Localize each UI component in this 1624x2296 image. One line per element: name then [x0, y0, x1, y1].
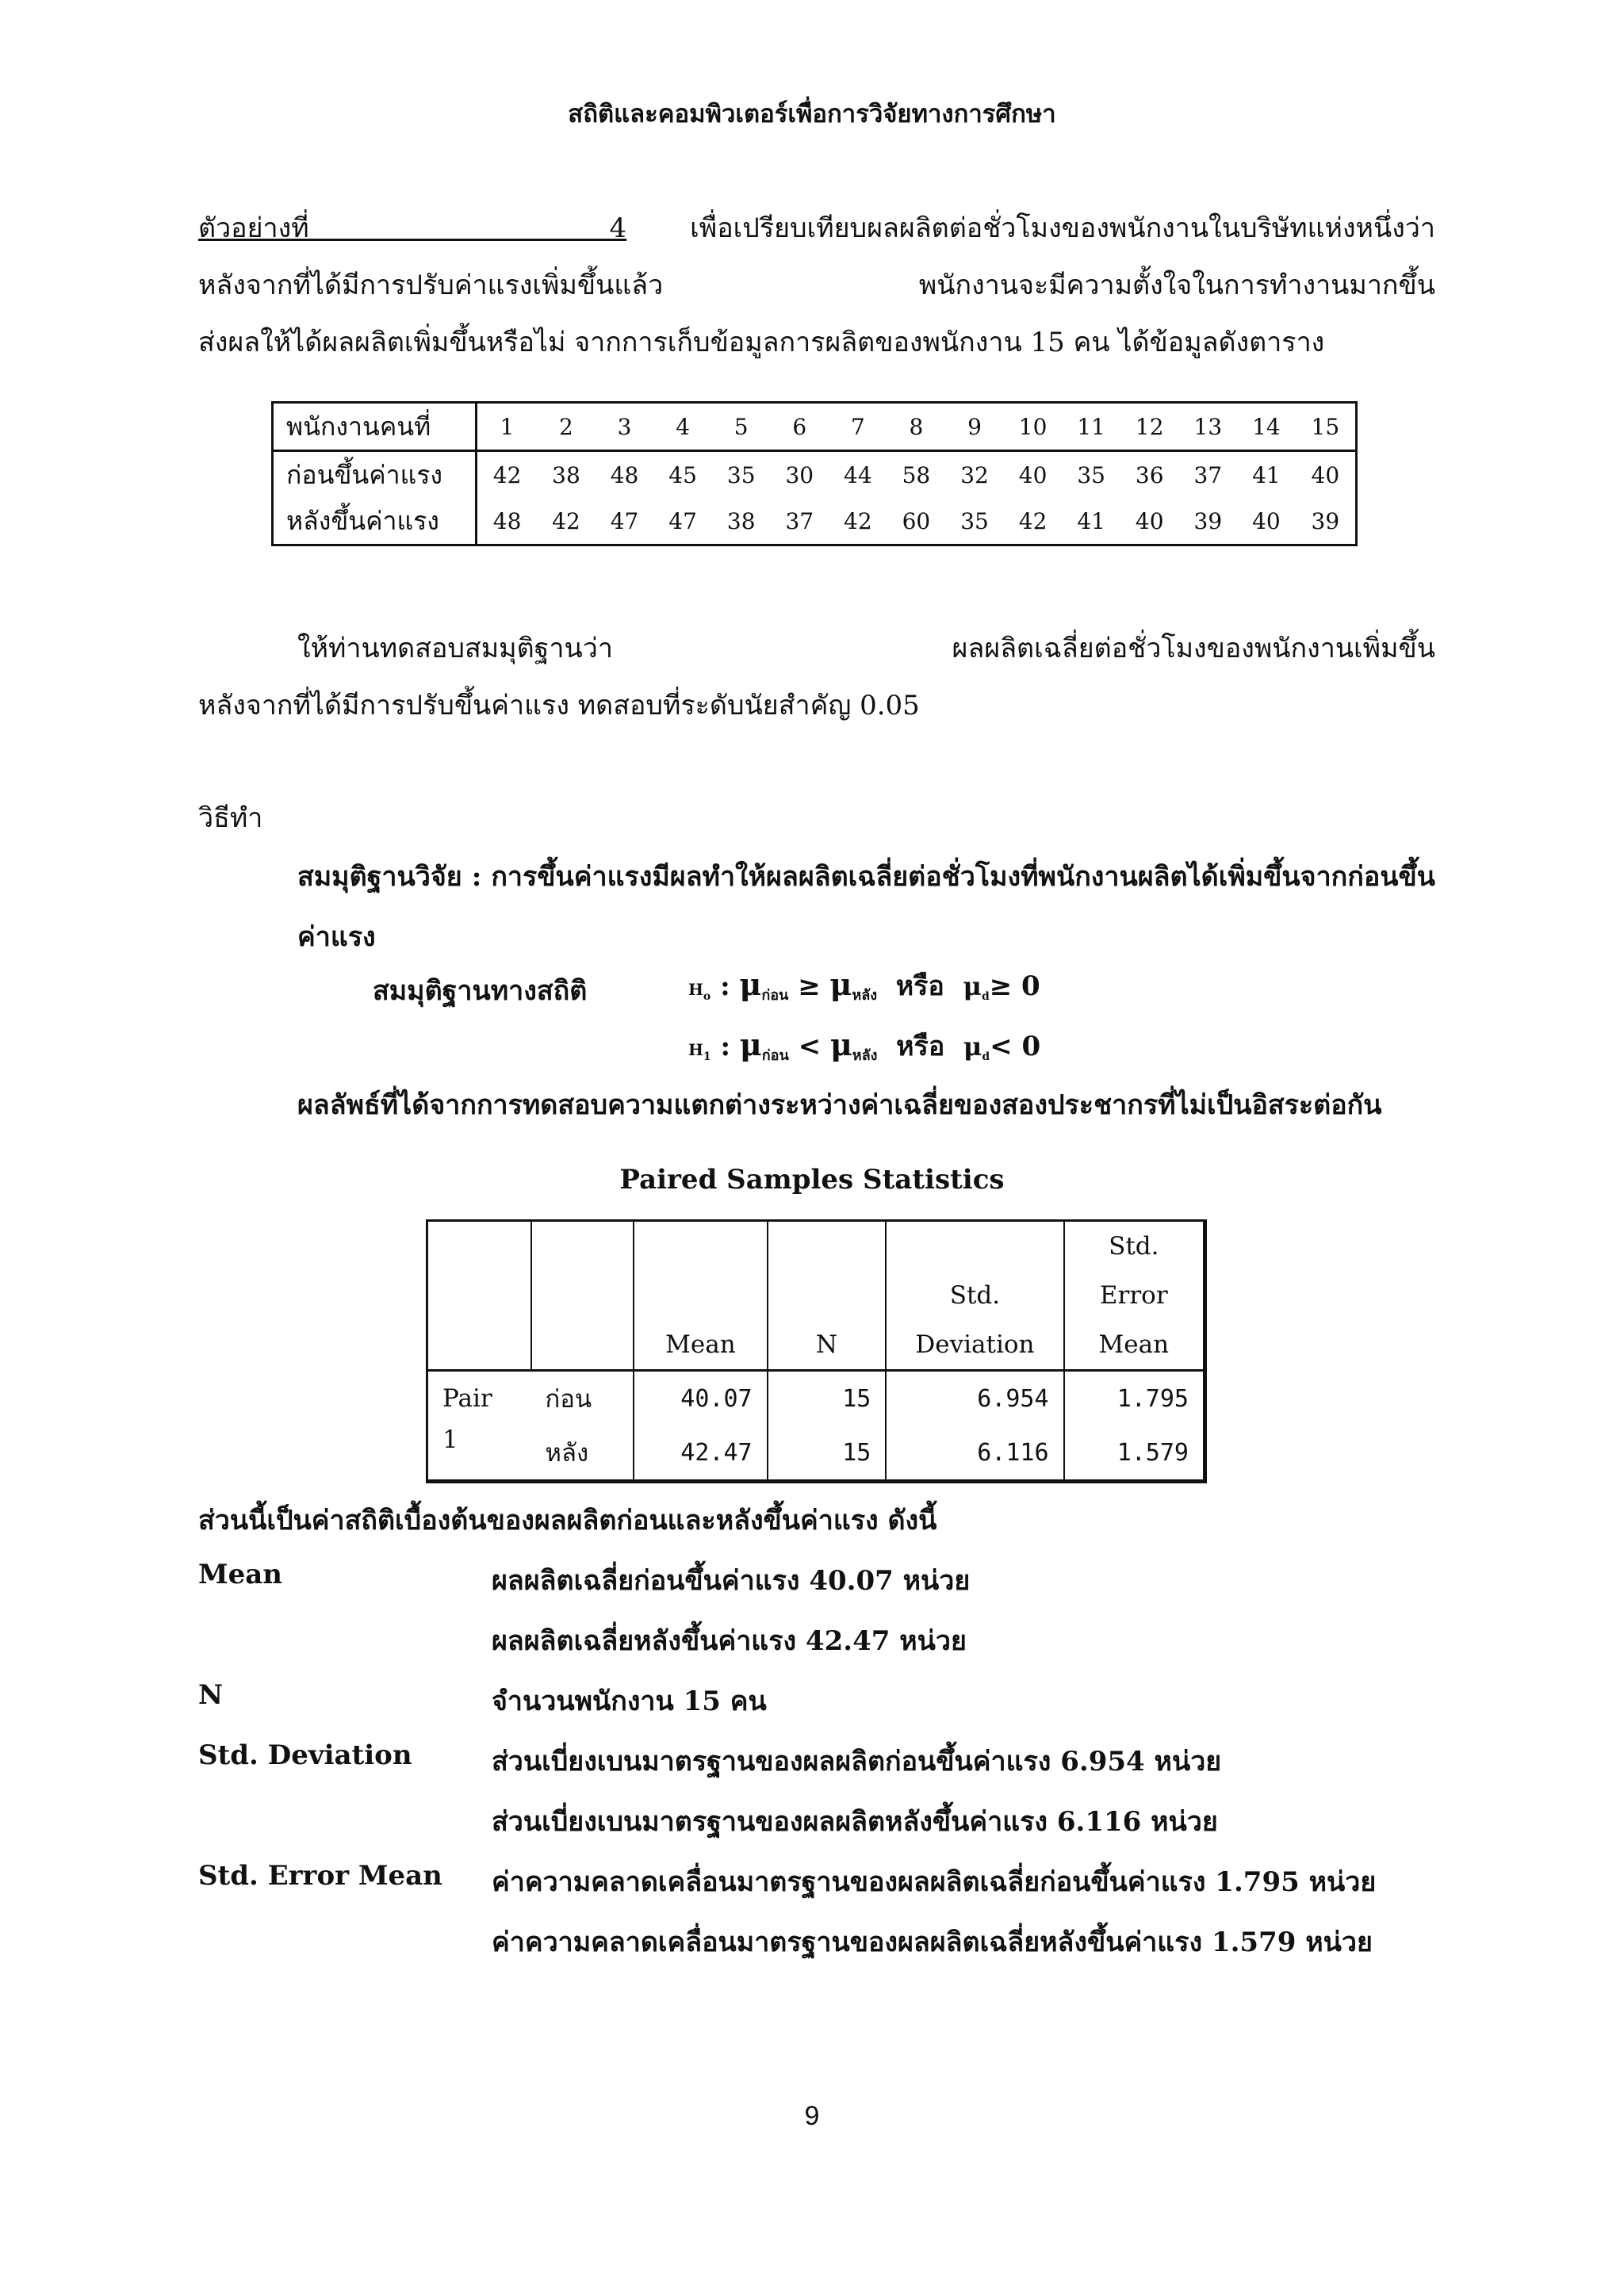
mean-value: 40.07	[634, 1371, 767, 1426]
employee-cell: 11	[1062, 403, 1120, 451]
after-cell: 47	[668, 507, 697, 534]
mu-symbol: μ	[829, 1027, 852, 1062]
h1-operator: <	[798, 1031, 822, 1062]
se-value: 1.579	[1116, 1438, 1189, 1467]
after-cell: 35	[960, 507, 989, 534]
stats-table-title: Paired Samples Statistics	[619, 1164, 1005, 1196]
after-cell: 40	[1252, 507, 1281, 534]
after-cell: 47	[610, 507, 639, 534]
before-cell: 48	[610, 461, 639, 488]
definition-text: ค่าความคลาดเคลื่อนมาตรฐานของผลผลิตเฉลี่ยก่อนขึ้นค่าแรง 1.795 หน่วย	[492, 1866, 1377, 1898]
definition-term: N	[198, 1679, 224, 1711]
employee-cell: 14	[1237, 403, 1296, 451]
task-line-1: ให้ท่านทดสอบสมมุติฐานว่า ผลผลิตเฉลี่ยต่อชั่วโมงของพนักงานเพิ่มขึ้น	[297, 633, 1435, 664]
definition-text: ค่าความคลาดเคลื่อนมาตรฐานของผลผลิตเฉลี่ยหลังขึ้นค่าแรง 1.579 หน่วย	[492, 1927, 1373, 1958]
h1-colon: :	[720, 1031, 731, 1062]
before-cell: 37	[1193, 461, 1223, 488]
stats-header-blank	[427, 1221, 531, 1371]
after-cell: 39	[1193, 507, 1223, 534]
employee-cell: 10	[1004, 403, 1063, 451]
after-cell: 37	[785, 507, 814, 534]
sd-value: 6.116	[886, 1425, 1063, 1482]
employee-cell: 1	[477, 403, 538, 451]
h1-sub: 1	[703, 1050, 711, 1063]
before-label: ก่อนขึ้นค่าแรง	[273, 451, 477, 499]
before-row	[273, 451, 1357, 499]
after-cell: 40	[1135, 507, 1164, 534]
definition-text: ผลผลิตเฉลี่ยก่อนขึ้นค่าแรง 40.07 หน่วย	[492, 1565, 971, 1597]
employee-cell: 9	[945, 403, 1004, 451]
example-line-2: หลังจากที่ได้มีการปรับค่าแรงเพิ่มขึ้นแล้ว พนักงานจะมีความตั้งใจในการทำงานมากขึ้น	[198, 270, 1435, 301]
h0-colon: :	[720, 970, 730, 1002]
after-label: หลังขึ้นค่าแรง	[273, 498, 477, 545]
after-cell: 42	[552, 507, 580, 534]
before-cell: 35	[1077, 461, 1105, 488]
after-cell: 39	[1311, 507, 1340, 534]
before-cell: 32	[960, 461, 989, 488]
employee-cell: 15	[1296, 403, 1357, 451]
before-cell: 38	[552, 461, 580, 488]
result-intro: ผลลัพธ์ที่ได้จากการทดสอบความแตกต่างระหว่างค่าเฉลี่ยของสองประชากรที่ไม่เป็นอิสระต่อกัน	[297, 1089, 1382, 1121]
research-hypothesis-line-2: ค่าแรง	[297, 921, 376, 953]
after-cell: 60	[902, 507, 931, 534]
summary-intro: ส่วนนี้เป็นค่าสถิติเบื้องต้นของผลผลิตก่อนและหลังขึ้นค่าแรง ดังนี้	[198, 1505, 937, 1536]
h0-name: H	[688, 980, 703, 999]
before-cell: 45	[668, 461, 697, 488]
after-cell: 38	[726, 507, 756, 534]
mean-value: 42.47	[634, 1425, 767, 1482]
example-label: ตัวอย่างที่ 4	[198, 212, 627, 244]
paired-stats-table	[426, 1219, 1207, 1483]
employee-row	[273, 403, 1357, 451]
col-se-header	[1064, 1221, 1205, 1371]
row-label: ก่อน	[531, 1371, 634, 1426]
h1-name: H	[688, 1040, 703, 1059]
before-cell: 41	[1252, 461, 1281, 488]
after-cell: 48	[492, 507, 522, 534]
definition-term: Mean	[198, 1559, 283, 1590]
definition-text: จำนวนพนักงาน 15 คน	[492, 1686, 767, 1717]
before-cell: 44	[844, 461, 872, 488]
mu-symbol: μ	[739, 966, 762, 1002]
h0-sub-before: ก่อน	[761, 987, 789, 1004]
col-se-header-line-2: Mean	[1098, 1330, 1170, 1359]
mu-symbol: μ	[963, 1031, 982, 1062]
before-cell: 35	[726, 461, 756, 488]
research-hypothesis-line-1: สมมุติฐานวิจัย : การขึ้นค่าแรงมีผลทำให้ผลผลิตเฉลี่ยต่อชั่วโมงที่พนักงานผลิตได้เพิ่มขึ้นจากก่อนขึ้น	[297, 861, 1435, 893]
se-value: 1.795	[1116, 1384, 1189, 1413]
employee-cell: 6	[770, 403, 829, 451]
after-row	[273, 498, 1357, 545]
task-paragraph	[198, 620, 1435, 734]
stats-header-row	[427, 1221, 1205, 1371]
sd-value: 6.954	[886, 1371, 1063, 1426]
h1-d: d	[982, 1050, 990, 1063]
employee-cell: 3	[596, 403, 654, 451]
before-cell: 58	[902, 461, 931, 488]
stats-row-after	[427, 1425, 1205, 1482]
after-cell: 41	[1077, 507, 1105, 534]
n-value: 15	[768, 1425, 887, 1482]
h1-sub-after: หลัง	[852, 1047, 878, 1064]
pair-number: 1	[442, 1425, 458, 1454]
col-sd-header: Std. Deviation	[886, 1221, 1063, 1371]
pair-label: Pair	[442, 1384, 492, 1413]
col-n-header: N	[768, 1221, 887, 1371]
definition-text: ส่วนเบี่ยงเบนมาตรฐานของผลผลิตก่อนขึ้นค่าแรง 6.954 หน่วย	[492, 1746, 1222, 1777]
after-cell: 42	[1018, 507, 1048, 534]
employee-cell: 13	[1179, 403, 1238, 451]
h1-hypothesis	[688, 1024, 1040, 1067]
employee-cell: 5	[712, 403, 771, 451]
mu-symbol: μ	[829, 966, 852, 1002]
before-cell: 36	[1135, 461, 1164, 488]
h0-operator: ≥	[798, 970, 821, 1002]
h0-or: หรือ	[895, 970, 944, 1002]
mu-symbol: μ	[963, 971, 982, 1001]
method-label: วิธีทำ	[198, 802, 263, 834]
definition-term: Std. Error Mean	[198, 1860, 442, 1892]
h0-sub-after: หลัง	[852, 987, 878, 1004]
example-line-3: ส่งผลให้ได้ผลผลิตเพิ่มขึ้นหรือไม่ จากการเก็บข้อมูลการผลิตของพนักงาน 15 คน ได้ข้อมูลดังตาราง	[198, 327, 1325, 358]
production-data-table	[271, 401, 1358, 546]
before-cell: 30	[785, 461, 814, 488]
h0-sub: o	[703, 990, 711, 1003]
employee-cell: 4	[653, 403, 712, 451]
task-line-2: หลังจากที่ได้มีการปรับขึ้นค่าแรง ทดสอบที่ระดับนัยสำคัญ 0.05	[198, 690, 920, 721]
stats-row-before	[427, 1371, 1205, 1426]
employee-cell: 12	[1120, 403, 1179, 451]
before-cell: 40	[1018, 461, 1048, 488]
h0-hypothesis	[688, 964, 1040, 1007]
mu-symbol: μ	[739, 1027, 762, 1062]
page-header: สถิติและคอมพิวเตอร์เพื่อการวิจัยทางการศึกษา	[568, 100, 1056, 128]
before-cell: 40	[1311, 461, 1340, 488]
page-number: 9	[804, 2101, 820, 2131]
definition-text: ผลผลิตเฉลี่ยหลังขึ้นค่าแรง 42.47 หน่วย	[492, 1625, 967, 1657]
research-hypothesis	[297, 847, 1435, 967]
stat-hypothesis-label: สมมุติฐานทางสถิติ	[373, 975, 588, 1007]
col-mean-header: Mean	[634, 1221, 767, 1371]
employee-header-label: พนักงานคนที่	[273, 403, 477, 451]
h1-relation: < 0	[990, 1031, 1041, 1062]
after-cell: 42	[844, 507, 872, 534]
h1-sub-before: ก่อน	[761, 1047, 789, 1064]
definition-text: ส่วนเบี่ยงเบนมาตรฐานของผลผลิตหลังขึ้นค่าแรง 6.116 หน่วย	[492, 1806, 1218, 1838]
col-se-header-line-1: Std. Error	[1099, 1232, 1168, 1310]
employee-cell: 8	[887, 403, 946, 451]
example-text-1: เพื่อเปรียบเทียบผลผลิตต่อชั่วโมงของพนักงานในบริษัทแห่งหนึ่งว่า	[690, 212, 1435, 244]
n-value: 15	[768, 1371, 887, 1426]
h0-d: d	[981, 990, 990, 1003]
employee-cell: 7	[829, 403, 887, 451]
example-paragraph	[198, 200, 1435, 371]
example-line-1	[198, 200, 1435, 257]
stats-header-blank	[531, 1221, 634, 1371]
h0-relation: ≥ 0	[989, 970, 1040, 1002]
h1-or: หรือ	[896, 1031, 945, 1062]
before-cell: 42	[492, 461, 522, 488]
definition-term: Std. Deviation	[198, 1739, 412, 1771]
employee-cell: 2	[537, 403, 596, 451]
row-label: หลัง	[531, 1425, 634, 1482]
